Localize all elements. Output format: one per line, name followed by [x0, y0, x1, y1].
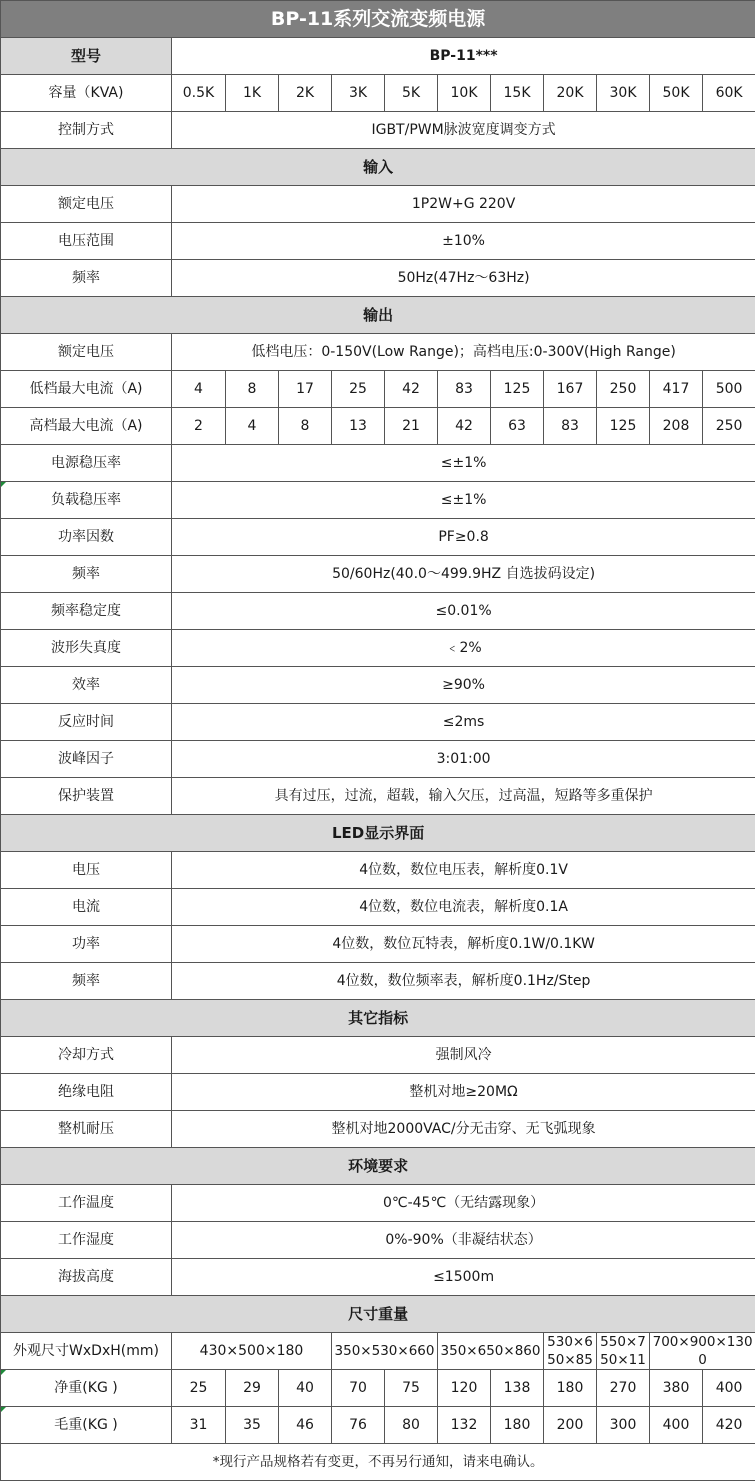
net-weight-label: 净重(KG ) — [1, 1370, 172, 1407]
control-value: IGBT/PWM脉波宽度调变方式 — [172, 112, 755, 149]
row-value: 4位数，数位电流表，解析度0.1A — [172, 889, 755, 926]
high-current-cell: 63 — [491, 408, 544, 445]
row-value: ﹤2% — [172, 630, 755, 667]
row-label: 冷却方式 — [1, 1037, 172, 1074]
output-row — [1, 630, 755, 667]
high-current-cell: 250 — [703, 408, 755, 445]
dimensions-cell: 430×500×180 — [172, 1333, 332, 1370]
output-row — [1, 741, 755, 778]
dimensions-cell: 350×530×660 — [332, 1333, 438, 1370]
model-label: 型号 — [1, 38, 172, 75]
other-row — [1, 1111, 755, 1148]
net-weight-cell: 29 — [226, 1370, 279, 1407]
gross-weight-cell: 180 — [491, 1407, 544, 1444]
capacity-cell: 1K — [226, 75, 279, 112]
gross-weight-row — [1, 1407, 755, 1444]
row-label: 电压 — [1, 852, 172, 889]
row-label: 工作温度 — [1, 1185, 172, 1222]
row-value: 4位数，数位电压表，解析度0.1V — [172, 852, 755, 889]
net-weight-cell: 270 — [597, 1370, 650, 1407]
row-value: ≤2ms — [172, 704, 755, 741]
dimensions-cell: 700×900×1300 — [650, 1333, 755, 1370]
row-label: 波峰因子 — [1, 741, 172, 778]
output-row — [1, 778, 755, 815]
high-current-label: 高档最大电流（A) — [1, 408, 172, 445]
section-size-weight — [1, 1296, 755, 1333]
capacity-cell: 0.5K — [172, 75, 226, 112]
section-header-input: 输入 — [1, 149, 755, 186]
section-input — [1, 149, 755, 186]
control-row — [1, 112, 755, 149]
high-current-cell: 83 — [544, 408, 597, 445]
row-value: 50Hz(47Hz～63Hz) — [172, 260, 755, 297]
net-weight-cell: 120 — [438, 1370, 491, 1407]
row-label: 频率 — [1, 556, 172, 593]
net-weight-cell: 70 — [332, 1370, 385, 1407]
footer-row — [1, 1444, 755, 1481]
gross-weight-cell: 76 — [332, 1407, 385, 1444]
other-row — [1, 1074, 755, 1111]
led-row — [1, 963, 755, 1000]
title-row — [1, 1, 755, 38]
capacity-cell: 2K — [279, 75, 332, 112]
capacity-cell: 60K — [703, 75, 755, 112]
row-label: 频率 — [1, 963, 172, 1000]
net-weight-cell: 75 — [385, 1370, 438, 1407]
dimensions-cell: 550×750×11 — [597, 1333, 650, 1370]
net-weight-cell: 25 — [172, 1370, 226, 1407]
net-weight-cell: 380 — [650, 1370, 703, 1407]
row-label: 效率 — [1, 667, 172, 704]
section-output — [1, 297, 755, 334]
gross-weight-cell: 132 — [438, 1407, 491, 1444]
gross-weight-cell: 420 — [703, 1407, 755, 1444]
row-label: 海拔高度 — [1, 1259, 172, 1296]
low-current-cell: 500 — [703, 371, 755, 408]
capacity-cell: 5K — [385, 75, 438, 112]
net-weight-cell: 40 — [279, 1370, 332, 1407]
dimensions-cell: 530×650×85 — [544, 1333, 597, 1370]
footer-note: *现行产品规格若有变更，不再另行通知，请来电确认。 — [1, 1444, 755, 1481]
row-label: 负载稳压率 — [1, 482, 172, 519]
high-current-row — [1, 408, 755, 445]
low-current-cell: 125 — [491, 371, 544, 408]
low-current-row — [1, 371, 755, 408]
row-value: ≥90% — [172, 667, 755, 704]
control-label: 控制方式 — [1, 112, 172, 149]
led-row — [1, 889, 755, 926]
gross-weight-label: 毛重(KG ) — [1, 1407, 172, 1444]
low-current-cell: 167 — [544, 371, 597, 408]
model-value: BP-11*** — [172, 38, 755, 75]
capacity-row — [1, 75, 755, 112]
row-label: 电源稳压率 — [1, 445, 172, 482]
gross-weight-cell: 35 — [226, 1407, 279, 1444]
section-header-environment: 环境要求 — [1, 1148, 755, 1185]
capacity-cell: 15K — [491, 75, 544, 112]
high-current-cell: 4 — [226, 408, 279, 445]
net-weight-cell: 138 — [491, 1370, 544, 1407]
row-value: 整机对地≥20MΩ — [172, 1074, 755, 1111]
net-weight-row — [1, 1370, 755, 1407]
row-label: 额定电压 — [1, 186, 172, 223]
high-current-cell: 8 — [279, 408, 332, 445]
row-value: 具有过压，过流，超载，输入欠压，过高温，短路等多重保护 — [172, 778, 755, 815]
input-row — [1, 223, 755, 260]
low-current-cell: 25 — [332, 371, 385, 408]
environment-row — [1, 1222, 755, 1259]
row-label: 额定电压 — [1, 334, 172, 371]
low-current-cell: 8 — [226, 371, 279, 408]
row-value: ≤0.01% — [172, 593, 755, 630]
output-row — [1, 519, 755, 556]
section-header-size-weight: 尺寸重量 — [1, 1296, 755, 1333]
output-row — [1, 482, 755, 519]
dimensions-row — [1, 1333, 755, 1370]
row-value: 3:01:00 — [172, 741, 755, 778]
low-current-cell: 250 — [597, 371, 650, 408]
output-row — [1, 667, 755, 704]
row-label: 反应时间 — [1, 704, 172, 741]
row-value: ≤±1% — [172, 445, 755, 482]
row-value: 0%-90%（非凝结状态） — [172, 1222, 755, 1259]
row-label: 电压范围 — [1, 223, 172, 260]
row-label: 整机耐压 — [1, 1111, 172, 1148]
gross-weight-cell: 200 — [544, 1407, 597, 1444]
section-header-led: LED显示界面 — [1, 815, 755, 852]
row-label: 绝缘电阻 — [1, 1074, 172, 1111]
section-led — [1, 815, 755, 852]
high-current-cell: 21 — [385, 408, 438, 445]
capacity-cell: 20K — [544, 75, 597, 112]
row-value: 强制风冷 — [172, 1037, 755, 1074]
row-value: PF≥0.8 — [172, 519, 755, 556]
output-row — [1, 704, 755, 741]
dimensions-cell: 350×650×860 — [438, 1333, 544, 1370]
capacity-cell: 10K — [438, 75, 491, 112]
net-weight-cell: 180 — [544, 1370, 597, 1407]
row-value: 4位数，数位瓦特表，解析度0.1W/0.1KW — [172, 926, 755, 963]
low-current-label: 低档最大电流（A) — [1, 371, 172, 408]
capacity-label: 容量（KVA) — [1, 75, 172, 112]
led-row — [1, 852, 755, 889]
environment-row — [1, 1259, 755, 1296]
low-current-cell: 42 — [385, 371, 438, 408]
row-value: 整机对地2000VAC/分无击穿、无飞弧现象 — [172, 1111, 755, 1148]
low-current-cell: 17 — [279, 371, 332, 408]
low-current-cell: 417 — [650, 371, 703, 408]
row-label: 频率 — [1, 260, 172, 297]
capacity-cell: 50K — [650, 75, 703, 112]
high-current-cell: 2 — [172, 408, 226, 445]
high-current-cell: 42 — [438, 408, 491, 445]
gross-weight-cell: 31 — [172, 1407, 226, 1444]
model-row — [1, 38, 755, 75]
capacity-cell: 3K — [332, 75, 385, 112]
row-label: 功率因数 — [1, 519, 172, 556]
output-row — [1, 445, 755, 482]
input-row — [1, 260, 755, 297]
section-header-output: 输出 — [1, 297, 755, 334]
net-weight-cell: 400 — [703, 1370, 755, 1407]
row-label: 波形失真度 — [1, 630, 172, 667]
output-rated-voltage-row — [1, 334, 755, 371]
row-label: 电流 — [1, 889, 172, 926]
high-current-cell: 13 — [332, 408, 385, 445]
output-row — [1, 593, 755, 630]
table-title: BP-11系列交流变频电源 — [1, 1, 755, 38]
low-current-cell: 83 — [438, 371, 491, 408]
row-label: 功率 — [1, 926, 172, 963]
output-row — [1, 556, 755, 593]
row-value: 50/60Hz(40.0～499.9HZ 自选拔码设定) — [172, 556, 755, 593]
row-value: ±10% — [172, 223, 755, 260]
row-value: 4位数，数位频率表，解析度0.1Hz/Step — [172, 963, 755, 1000]
row-label: 频率稳定度 — [1, 593, 172, 630]
high-current-cell: 208 — [650, 408, 703, 445]
row-value: 低档电压：0-150V(Low Range)；高档电压:0-300V(High Range) — [172, 334, 755, 371]
other-row — [1, 1037, 755, 1074]
row-value: 1P2W+G 220V — [172, 186, 755, 223]
row-value: ≤1500m — [172, 1259, 755, 1296]
row-label: 保护装置 — [1, 778, 172, 815]
row-value: 0℃-45℃（无结露现象） — [172, 1185, 755, 1222]
section-other — [1, 1000, 755, 1037]
low-current-cell: 4 — [172, 371, 226, 408]
capacity-cell: 30K — [597, 75, 650, 112]
dimensions-label: 外观尺寸WxDxH(mm) — [1, 1333, 172, 1370]
gross-weight-cell: 400 — [650, 1407, 703, 1444]
row-value: ≤±1% — [172, 482, 755, 519]
high-current-cell: 125 — [597, 408, 650, 445]
input-row — [1, 186, 755, 223]
environment-row — [1, 1185, 755, 1222]
section-header-other: 其它指标 — [1, 1000, 755, 1037]
led-row — [1, 926, 755, 963]
gross-weight-cell: 300 — [597, 1407, 650, 1444]
section-environment — [1, 1148, 755, 1185]
row-label: 工作湿度 — [1, 1222, 172, 1259]
gross-weight-cell: 46 — [279, 1407, 332, 1444]
gross-weight-cell: 80 — [385, 1407, 438, 1444]
